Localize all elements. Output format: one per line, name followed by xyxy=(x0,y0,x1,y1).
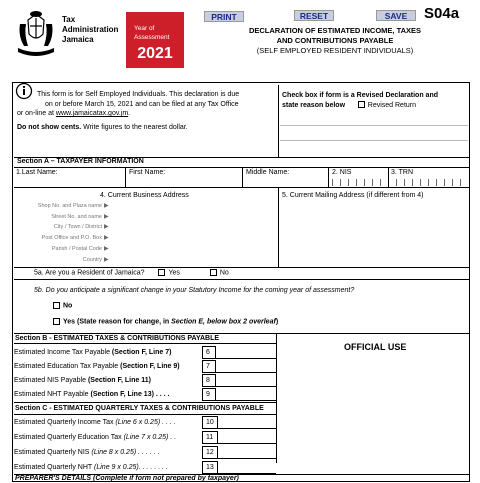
arrow-right-icon: ▶ xyxy=(104,213,109,220)
row-reference: (Line 6 x 0.25) . . . . xyxy=(115,419,176,426)
resident-yes-checkbox[interactable] xyxy=(158,269,165,276)
amount-input[interactable] xyxy=(218,431,276,444)
line-number: 12 xyxy=(202,446,218,459)
amount-row xyxy=(14,416,176,429)
address-field-label: Parish / Postal Code xyxy=(51,245,102,252)
coat-of-arms-logo xyxy=(14,10,58,58)
arrow-right-icon: ▶ xyxy=(104,256,109,263)
address-field-label: City / Town / District xyxy=(53,224,102,231)
amount-row xyxy=(14,346,171,359)
income-change-question: 5b. Do you anticipate a significant change in your Statutory Income for the coming year of assessment? xyxy=(34,287,355,294)
row-label: Estimated Quarterly Education Tax xyxy=(14,434,124,441)
print-button[interactable]: PRINT xyxy=(204,11,244,22)
amount-row xyxy=(14,360,180,373)
line-number: 11 xyxy=(202,431,218,444)
form-code: S04a xyxy=(424,5,460,22)
row-label: Estimated Quarterly NHT xyxy=(14,464,95,471)
first-name-label: First Name: xyxy=(129,169,166,176)
row-reference: (Line 8 x 0.25) . . . . . . xyxy=(91,449,160,456)
change-no-checkbox[interactable] xyxy=(53,302,60,309)
row-label: Estimated Quarterly NIS xyxy=(14,449,92,456)
info-text: This form is for Self Employed Individuals. This declaration is due on or before March 15, 2021 and can be filed at any Tax Office or on-line at www.jamaicatax.gov.jm. Do not show cents. Write figures to the nearest dollar. xyxy=(17,91,240,131)
address-field-label: Street No. and name xyxy=(51,213,102,220)
section-a-title: Section A – TAXPAYER INFORMATION xyxy=(17,158,144,165)
address-field-row[interactable] xyxy=(14,202,278,212)
resident-question: 5a. Are you a Resident of Jamaica? Yes No xyxy=(34,269,229,277)
amount-row xyxy=(14,446,160,459)
row-reference: (Section F, Line 13) . . . . xyxy=(90,391,170,398)
address-field-label: Post Office and P.O. Box xyxy=(41,235,102,242)
mailing-address-label: 5. Current Mailing Address (if different from 4) xyxy=(282,192,424,199)
nis-trn-digit-boxes[interactable] xyxy=(332,179,468,186)
reset-button[interactable]: RESET xyxy=(294,10,334,21)
amount-row xyxy=(14,431,176,444)
arrow-right-icon: ▶ xyxy=(104,203,109,209)
amount-input[interactable] xyxy=(216,346,276,359)
nis-label: 2. NIS xyxy=(332,169,352,176)
line-number: 10 xyxy=(202,416,218,429)
amount-row xyxy=(14,388,169,401)
row-reference: (Section F, Line 7) xyxy=(111,349,172,356)
last-name-label: 1.Last Name: xyxy=(16,169,58,176)
line-number: 8 xyxy=(202,374,216,387)
official-use-label: OFFICIAL USE xyxy=(344,342,407,352)
line-number: 6 xyxy=(202,346,216,359)
row-reference: (Line 9 x 0.25). . . . . . . . xyxy=(94,464,168,471)
save-button[interactable]: SAVE xyxy=(376,10,416,21)
arrow-right-icon: ▶ xyxy=(104,235,109,242)
section-c-title: Section C - ESTIMATED QUARTERLY TAXES & CONTRIBUTIONS PAYABLE xyxy=(15,405,264,412)
revised-return-checkbox[interactable] xyxy=(358,101,365,108)
section-b-title: Section B - ESTIMATED TAXES & CONTRIBUTIONS PAYABLE xyxy=(15,335,220,342)
amount-input[interactable] xyxy=(216,388,276,401)
agency-name: Tax Administration Jamaica xyxy=(62,15,119,44)
amount-input[interactable] xyxy=(218,416,276,429)
address-field-row[interactable] xyxy=(14,213,278,223)
amount-row xyxy=(14,461,168,474)
amount-input[interactable] xyxy=(216,374,276,387)
tax-website-link[interactable]: www.jamaicatax.gov.jm xyxy=(55,110,129,117)
form-title: DECLARATION OF ESTIMATED INCOME, TAXES AND CONTRIBUTIONS PAYABLE (SELF EMPLOYED RESIDENT INDIVIDUALS) xyxy=(248,26,422,55)
row-label: Estimated NIS Payable xyxy=(14,377,88,384)
address-field-row[interactable] xyxy=(14,234,278,244)
year-box: Year of Assessment 2021 xyxy=(126,12,184,68)
row-label: Estimated NHT Payable xyxy=(14,391,91,398)
address-field-row[interactable] xyxy=(14,245,278,255)
address-field-row[interactable] xyxy=(14,223,278,233)
arrow-right-icon: ▶ xyxy=(104,224,109,231)
business-address-label: 4. Current Business Address xyxy=(100,192,189,199)
change-no-option: No xyxy=(50,302,72,310)
preparer-details-title: PREPARER'S DETAILS (Complete if form not prepared by taxpayer) xyxy=(15,475,239,482)
amount-input[interactable] xyxy=(216,360,276,373)
row-reference: (Line 7 x 0.25) . . xyxy=(123,434,177,441)
amount-input[interactable] xyxy=(218,446,276,459)
trn-label: 3. TRN xyxy=(391,169,414,176)
change-yes-checkbox[interactable] xyxy=(53,318,60,325)
year-value: 2021 xyxy=(137,45,173,62)
line-number: 7 xyxy=(202,360,216,373)
change-yes-option: Yes (State reason for change, in Section E, below box 2 overleaf) xyxy=(50,318,278,326)
line-number: 9 xyxy=(202,388,216,401)
revised-header: Check box if form is a Revised Declaration and state reason below Revised Return xyxy=(282,92,438,109)
row-label: Estimated Quarterly Income Tax xyxy=(14,419,116,426)
resident-no-checkbox[interactable] xyxy=(210,269,217,276)
row-reference: (Section F, Line 9) xyxy=(120,363,180,370)
row-label: Estimated Education Tax Payable xyxy=(14,363,121,370)
address-field-label: Country xyxy=(82,256,102,263)
amount-input[interactable] xyxy=(218,461,276,474)
line-number: 13 xyxy=(202,461,218,474)
address-field-row[interactable] xyxy=(14,256,278,266)
amount-row xyxy=(14,374,151,387)
middle-name-label: Middle Name: xyxy=(246,169,290,176)
arrow-right-icon: ▶ xyxy=(104,245,109,252)
row-label: Estimated Income Tax Payable xyxy=(14,349,112,356)
address-field-label: Shop No. and Plaza name xyxy=(37,203,102,209)
row-reference: (Section F, Line 11) xyxy=(87,377,151,384)
